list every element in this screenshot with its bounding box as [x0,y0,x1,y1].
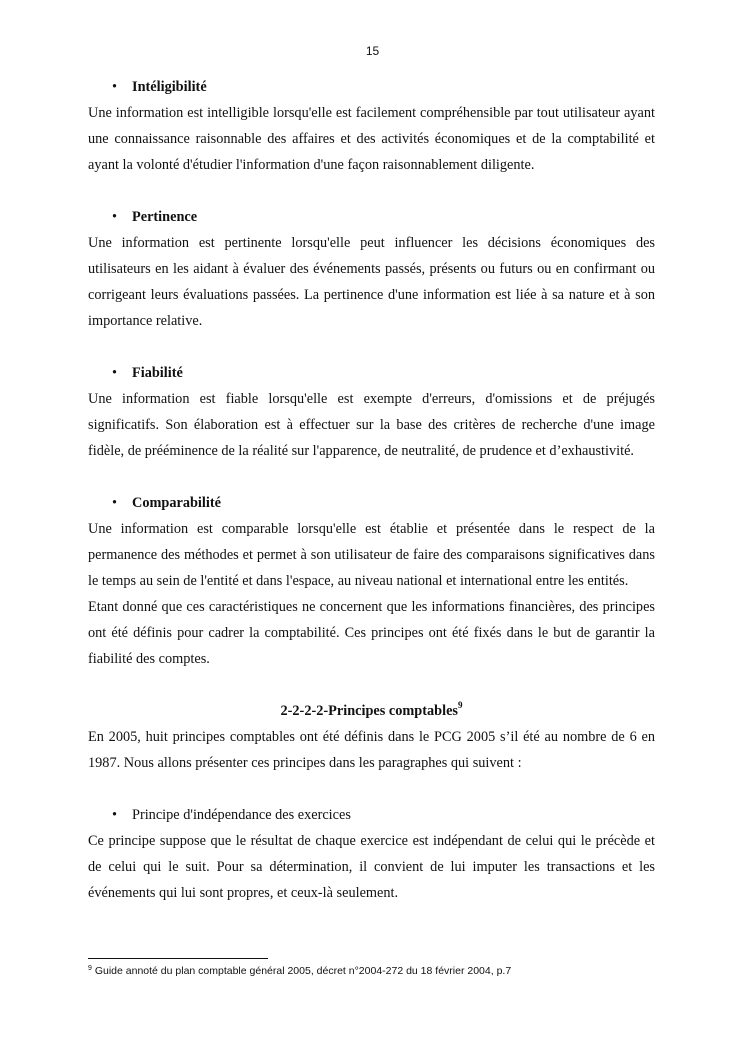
paragraph-pertinence: Une information est pertinente lorsqu'elle peut influencer les décisions économiques des utilisateurs en les aidant à évaluer des événements passés, présents ou futurs ou en confirmant ou corrigeant leurs évaluations passées. La pertinence d'une information est liée à sa nature et à son importance relative. [88,235,655,329]
bullet-icon: • [112,79,118,95]
heading-text: Intéligibilité [132,79,207,95]
heading-text: Fiabilité [132,365,183,381]
heading-text: Comparabilité [132,495,221,511]
paragraph-fiabilite: Une information est fiable lorsqu'elle est exempte d'erreurs, d'omissions et de préjugés significatifs. Son élaboration est à effectuer sur la base des critères de recherche d'une image fidèle, de prééminence de la réalité sur l'apparence, de neutralité, de prudence et d’exhaustivité. [88,391,655,459]
paragraph-section-intro: En 2005, huit principes comptables ont été définis dans le PCG 2005 s’il été au nombre de 6 en 1987. Nous allons présenter ces principes dans les paragraphes qui suivent : [88,729,655,771]
bullet-heading-fiabilite [88,360,655,386]
bullet-icon: • [112,807,118,823]
heading-text: Pertinence [132,209,198,225]
bullet-icon: • [112,495,118,511]
bullet-heading-pertinence [88,204,655,230]
heading-text: Principe d'indépendance des exercices [132,807,351,823]
section-title [88,698,655,724]
bullet-heading-intelligibilite [88,74,655,100]
section-title-text: 2-2-2-2-Principes comptables [280,703,458,719]
footnote-divider [88,958,268,959]
bullet-heading-independance [88,802,655,828]
page-number: 15 [365,44,380,58]
paragraph-comparabilite: Une information est comparable lorsqu'elle est établie et présentée dans le respect de la permanence des méthodes et permet à son utilisateur de faire des comparaisons significatives dans le temps au sein de l'entité et dans l'espace, au niveau national et international entre les entités. [88,521,655,589]
footnote-marker: 9 [88,965,92,972]
bullet-heading-comparabilite [88,490,655,516]
footnote-reference: 9 [458,700,463,710]
paragraph-independance: Ce principe suppose que le résultat de chaque exercice est indépendant de celui qui le précède et de celui qui le suit. Pour sa détermination, il convient de lui imputer les transactions et les événements qui lui sont propres, et ceux-là seulement. [88,833,655,901]
document-body [88,74,655,906]
footnote [88,965,655,977]
paragraph-intelligibilite: Une information est intelligible lorsqu'elle est facilement compréhensible par tout utilisateur ayant une connaissance raisonnable des affaires et des activités économiques et de la comptabilité et ayant la volonté d'étudier l'information d'une façon raisonnablement diligente. [88,105,655,173]
paragraph-principes-intro: Etant donné que ces caractéristiques ne concernent que les informations financières, des principes ont été définis pour cadrer la comptabilité. Ces principes ont été fixés dans le but de garantir la fiabilité des comptes. [88,599,655,667]
bullet-icon: • [112,209,118,225]
bullet-icon: • [112,365,118,381]
footnote-text: Guide annoté du plan comptable général 2005, décret n°2004-272 du 18 février 2004, p.7 [94,965,512,977]
